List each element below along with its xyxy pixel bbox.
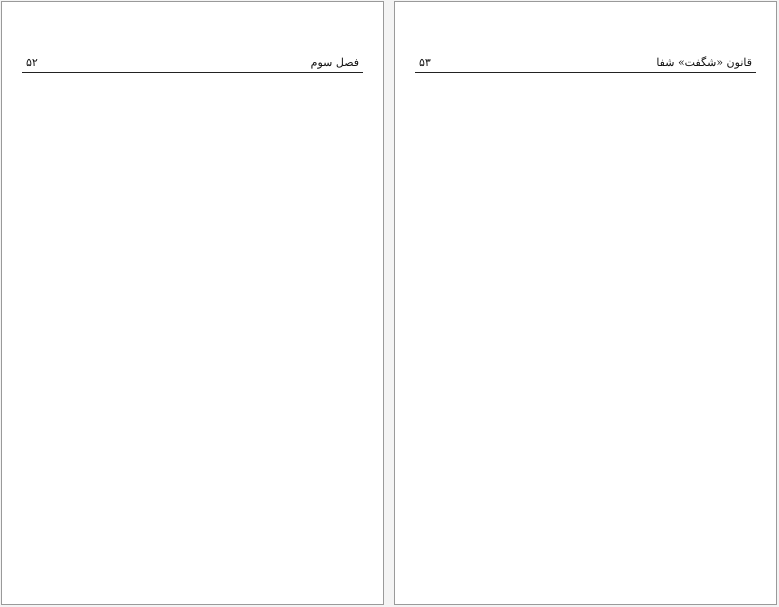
book-gutter (385, 0, 393, 607)
right-running-head (415, 54, 756, 73)
left-page-number: ۵۲ (26, 56, 38, 69)
right-page (394, 1, 777, 605)
right-page-number: ۵۳ (419, 56, 431, 69)
left-chapter-title: فصل سوم (310, 56, 359, 69)
right-chapter-title: قانون «شگفت» شفا (656, 56, 752, 69)
left-running-head (22, 54, 363, 73)
left-body-text (30, 82, 355, 584)
left-page (1, 1, 384, 605)
right-body-text (423, 82, 748, 324)
